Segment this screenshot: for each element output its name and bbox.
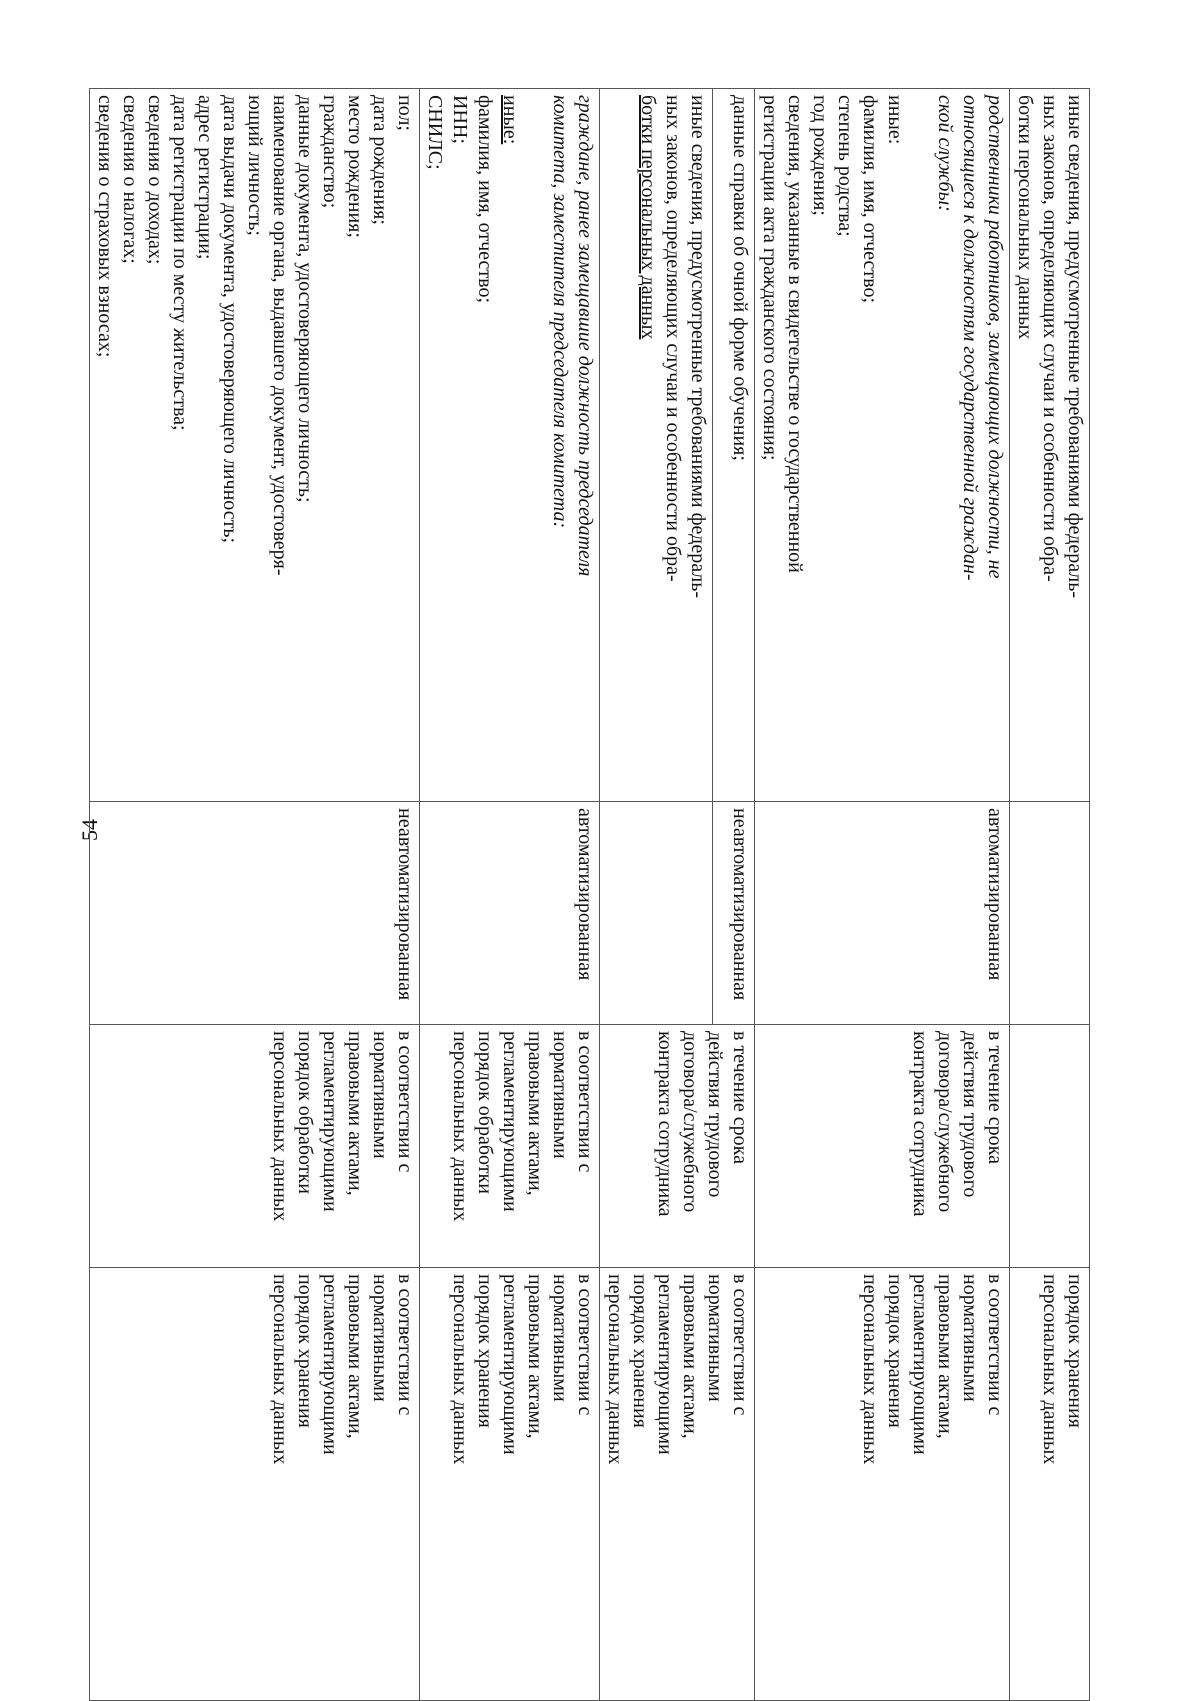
cell-text: в течение срока [984,1031,1006,1164]
list-item: место рождения; [344,95,366,238]
cell-text: в соответствии с [574,1274,596,1416]
cell-text: персональных данных [604,1274,626,1465]
list-item: данные справки об очной форме обучения; [729,95,751,461]
cell-text: правовыми актами, [524,1274,546,1439]
cell-text: правовыми актами, [344,1031,366,1196]
cell-text: порядок хранения [1064,1274,1086,1428]
list-item: дата регистрации по месту жительства; [169,95,191,431]
cell-text: автоматизированная [984,808,1006,981]
data-category-cell [755,89,1010,802]
cell-text: персональных данных [1039,1274,1061,1465]
cell-text: автоматизированная [574,808,596,981]
data-category-cell [600,89,713,802]
processing-method-cell [1010,802,1090,1025]
category-heading: комитета, заместителя председателя комитета: [549,95,571,529]
cell-text: иные сведения, предусмотренные требованиями федераль- [686,95,709,599]
processing-period-cell [600,1025,755,1268]
list-item: степень родства; [834,95,856,237]
cell-text: нормативными [369,1274,391,1402]
rotated-table-container [94,88,1090,1648]
list-item: пол; [394,95,416,131]
storage-period-cell [1010,1268,1090,1701]
list-item: фамилия, имя, отчество; [859,95,881,304]
cell-text: регламентирующими [499,1031,521,1212]
storage-period-cell [90,1268,420,1701]
list-item: гражданство; [319,95,341,209]
cell-text: регламентирующими [319,1274,341,1455]
list-item: сведения, указанные в свидетельстве о государственной [784,95,806,573]
cell-text: ных законов, определяющих случаи и особенности обра- [1039,95,1061,582]
cell-text: в течение срока [729,1031,751,1164]
table-row [1010,89,1090,1701]
cell-text: нормативными [549,1031,571,1159]
cell-text: нормативными [704,1274,726,1402]
cell-text: порядок обработки [474,1031,496,1194]
storage-period-cell [600,1268,755,1701]
processing-period-cell [755,1025,1010,1268]
data-category-cell [90,89,420,802]
cell-text: регламентирующими [654,1274,676,1455]
data-category-cell [1010,89,1090,802]
cell-text: персональных данных [859,1274,881,1465]
list-item: СНИЛС; [424,95,446,170]
processing-method-cell [420,802,600,1025]
cell-text: правовыми актами, [344,1274,366,1439]
category-heading: относящиеся к должностям государственной граждан- [959,95,981,581]
list-item: сведения о налогах; [119,95,141,264]
cell-text: нормативными [369,1031,391,1159]
list-item: данные документа, удостоверяющего личность; [294,95,316,503]
cell-text: регламентирующими [909,1274,931,1455]
cell-text: персональных данных [269,1274,291,1465]
data-category-cell [420,89,600,802]
storage-period-cell [755,1268,1010,1701]
category-heading: ской службы: [934,95,956,212]
cell-text: действия трудового [704,1031,726,1198]
cell-text: порядок хранения [294,1274,316,1428]
cell-text: ботки персональных данных [636,95,659,340]
table-row [90,89,420,1701]
table-row [420,89,600,1701]
cell-text: порядок хранения [629,1274,651,1428]
cell-text: порядок хранения [884,1274,906,1428]
cell-text: ботки персональных данных [1014,95,1036,340]
cell-text: правовыми актами, [679,1274,701,1439]
cell-text: нормативными [959,1274,981,1402]
personal-data-table [89,88,1090,1701]
cell-text: договора/служебного [679,1031,701,1213]
cell-text: правовыми актами, [524,1031,546,1196]
cell-text: правовыми актами, [934,1274,956,1439]
cell-text: персональных данных [449,1031,471,1222]
processing-method-cell [90,802,420,1025]
cell-text: персональных данных [269,1031,291,1222]
list-item: ИНН; [449,95,471,144]
list-label: иные: [884,95,906,145]
cell-text: контракта сотрудника [654,1031,676,1217]
list-item: фамилия, имя, отчество; [474,95,496,304]
cell-text: регламентирующими [499,1274,521,1455]
list-item: адрес регистрации; [194,95,216,260]
list-label: иные: [499,95,521,145]
processing-period-cell [420,1025,600,1268]
cell-text: в соответствии с [574,1031,596,1173]
list-item: дата выдачи документа, удостоверяющего личность; [219,95,241,544]
list-item: регистрации акта гражданского состояния; [759,95,781,461]
cell-text: в соответствии с [984,1274,1006,1416]
processing-period-cell [1010,1025,1090,1268]
table-row [755,89,1010,1701]
cell-text: в соответствии с [729,1274,751,1416]
cell-text: контракта сотрудника [909,1031,931,1217]
list-item: наименование органа, выдавшего документ, удостоверя- [269,95,291,576]
cell-text: регламентирующими [319,1031,341,1212]
list-item: дата рождения; [369,95,391,225]
list-item: сведения о доходах; [144,95,166,265]
processing-method-cell [755,802,1010,1025]
cell-text: персональных данных [449,1274,471,1465]
cell-text: неавтоматизированная [729,808,751,1001]
cell-text: договора/служебного [934,1031,956,1213]
category-heading: родственники работников, замещающих должности, не [984,95,1006,579]
cell-text: в соответствии с [394,1274,416,1416]
cell-text: действия трудового [959,1031,981,1198]
cell-text: неавтоматизированная [394,808,416,1001]
page-number: 54 [77,819,102,841]
processing-method-cell [600,802,713,1025]
processing-method-cell [712,802,754,1025]
cell-text: иные сведения, предусмотренные требованиями федераль- [1064,95,1086,599]
list-item: ющий личность; [244,95,266,236]
cell-text: нормативными [549,1274,571,1402]
cell-text: в соответствии с [394,1031,416,1173]
category-heading: граждане, ранее замещавшие должность председателя [574,95,596,577]
table-row [712,89,754,1701]
cell-text: порядок обработки [294,1031,316,1194]
cell-text: ных законов, определяющих случаи и особенности обра- [661,95,684,582]
cell-text: порядок хранения [474,1274,496,1428]
list-item: год рождения; [809,95,831,216]
list-item: сведения о страховых взносах; [94,95,116,358]
processing-period-cell [90,1025,420,1268]
storage-period-cell [420,1268,600,1701]
data-category-cell [712,89,754,802]
